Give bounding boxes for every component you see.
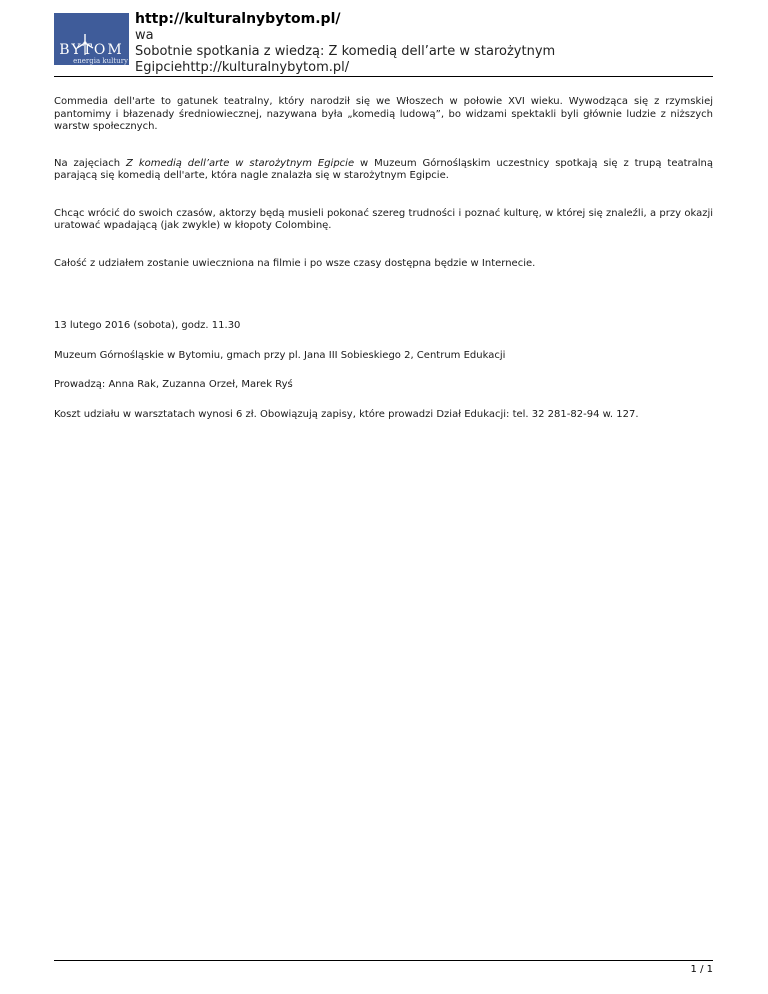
paragraph-intro: Commedia dell'arte to gatunek teatralny, który narodził się we Włoszech w połowie XVI wieku. Wywodząca się z rzymskiej pantomimy i błazenady średniowiecznej, nazywana była „komedią ludową”, bo widzami spektakli byli głównie ludzie z niższych warstw społecznych. bbox=[54, 96, 713, 132]
header-title-line-1: Sobotnie spotkania z wiedzą: Z komedią dell’arte w starożytnym bbox=[135, 44, 556, 59]
page-number: 1 / 1 bbox=[690, 964, 713, 975]
event-hosts: Prowadzą: Anna Rak, Zuzanna Orzeł, Marek Ryś bbox=[54, 379, 293, 390]
paragraph-workshop-start: Na zajęciach bbox=[54, 157, 127, 169]
header-line-2: wa bbox=[135, 28, 154, 43]
article-body bbox=[54, 96, 713, 421]
paragraph-workshop-end: w Muzeum Górnośląskim uczestnicy spotkają się z trupą teatralną parającą się komedią dell'arte, która nagle znalazła się w starożytnym Egipcie. bbox=[54, 157, 714, 181]
site-url: http://kulturalnybytom.pl/ bbox=[135, 11, 341, 27]
event-cost: Koszt udziału w warsztatach wynosi 6 zł. Obowiązują zapisy, które prowadzi Dział Edukacji: tel. 32 281-82-94 w. 127. bbox=[54, 408, 639, 420]
workshop-title: Z komedią dell’arte w starożytnym Egipcie bbox=[126, 157, 355, 169]
paragraph-film: Całość z udziałem zostanie uwieczniona na filmie i po wsze czasy dostępna będzie w Internecie. bbox=[54, 257, 536, 269]
header-title-line-2: Egipciehttp://kulturalnybytom.pl/ bbox=[135, 60, 350, 75]
paragraph-workshop bbox=[54, 158, 713, 183]
page-header bbox=[54, 11, 713, 77]
logo-tagline: energia kultury bbox=[73, 57, 128, 65]
event-date: 13 lutego 2016 (sobota), godz. 11.30 bbox=[54, 320, 241, 331]
logo-wordmark: BYTOM bbox=[59, 42, 124, 58]
header-text-block bbox=[135, 11, 710, 76]
paragraph-plot: Chcąc wrócić do swoich czasów, aktorzy będą musieli pokonać szereg trudności i poznać kulturę, w której się znaleźli, a przy okazji uratować wpadającą (jak zwykle) w kłopoty Colombinę. bbox=[54, 207, 713, 231]
header-divider bbox=[54, 76, 713, 77]
bytom-logo bbox=[54, 13, 129, 65]
footer-divider bbox=[54, 960, 713, 961]
event-place: Muzeum Górnośląskie w Bytomiu, gmach przy pl. Jana III Sobieskiego 2, Centrum Edukacji bbox=[54, 349, 506, 361]
